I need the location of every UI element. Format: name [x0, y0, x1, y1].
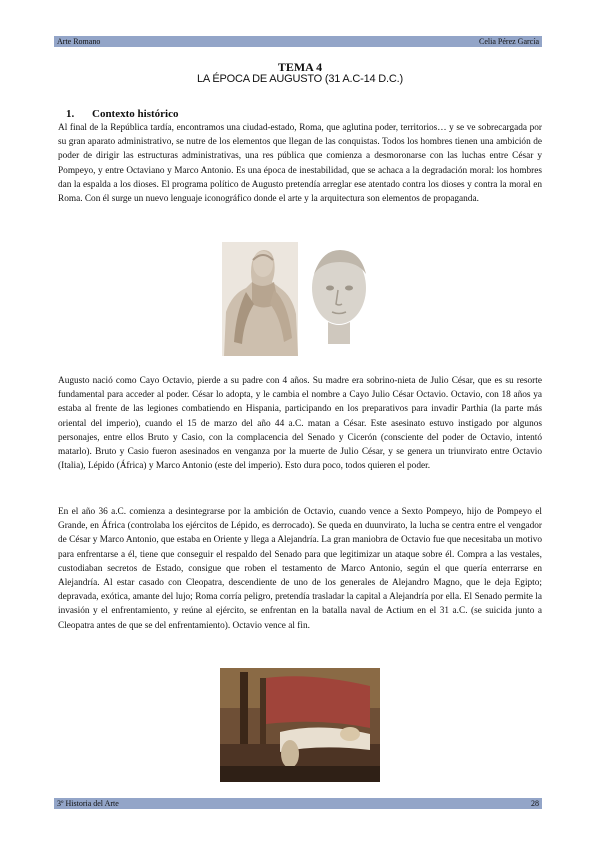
page-subtitle: LA ÉPOCA DE AUGUSTO (31 A.C-14 D.C.) — [197, 73, 403, 85]
paragraph-augustus-origins: Augusto nació como Cayo Octavio, pierde a su padre con 4 años. Su madre era sobrino-nieta de Julio César, que es su resorte fundamental para acceder al poder. César lo adopta, y le cambia el nombre a Cayo Julio César Octavio. Octavio, con 18 años ya estaba al frente de las legiones combatiendo en Hispania, participando en los preparativos para invadir Parthia (la parte más oriental del imperio), cuando el 15 de marzo del año 44 a.C. matan a César. Este asesinato estuvo instigado por algunos personajes, entre ellos Bruto y Casio, con la complacencia del Senado y Cicerón (consciente del poder de Octavio, intentó matarlo). Bruto y Casio fueron asesinados en venganza por la muerte de Julio César, y se genera un triunvirato entre Octavio (Italia), Lépido (África) y Marco Antonio (este del imperio). Esto dura poco, todos quieren el poder. — [58, 376, 542, 472]
footer-course: 3º Historia del Arte — [57, 799, 119, 808]
section-number: 1. — [66, 108, 75, 120]
section-heading — [66, 108, 178, 120]
paragraph-actium: En el año 36 a.C. comienza a desintegrarse por la ambición de Octavio, cuando vence a Sexto Pompeyo, hijo de Pompeyo el Grande, en África (controlaba los ejércitos de Lépido, es derrocado). Se queda en duunvirato, la lucha se centra entre el vengador de César y Marco Antonio, que estaba en Oriente y llega a Alejandría. La gran maniobra de Octavio fue que necesitaba un motivo para enfrentarse a él, tiene que conseguir el respaldo del Senado para que legitimizar un ataque sobre él. Compra a las vestales, custodiaban secretos de Estado, consigue que roben el testamento de Marco Antonio, según el que quería enterrarse en Alejandría. Al estar casado con Cleopatra, descendiente de uno de los generales de Alejandro Magno, que le deja Egipto; depravada, exótica, amante del lujo; Roma corría peligro, pretendía trasladar la capital a Alejandría por ella. El Senado permite la invasión y el enfrentamiento, y reúne al ejército, se enfrentan en la batalla naval de Actium en el 31 a.C. (se suicida junto a Cleopatra antes de que se del enfrentamiento). Octavio vence al fin. — [58, 507, 542, 631]
header-author: Celia Pérez García — [479, 37, 539, 46]
header-course: Arte Romano — [57, 37, 101, 46]
julius-caesar-statue-image — [222, 242, 298, 356]
page-title: TEMA 4 — [277, 60, 323, 74]
augustus-bust-image — [302, 244, 376, 344]
paragraph-context: Al final de la República tardía, encontramos una ciudad-estado, Roma, que aglutina poder, territorios… y se ve sobrecargada por su gran aparato administrativo, se nutre de los elementos que llegan de las conquistas. Todos los hombres tienen una ambición de poder de dirigir las estructuras administrativas, una res pública que comienza a desmoronarse con las luchas entre César y Pompeyo, y entre Octaviano y Marco Antonio. Es una época de inestabilidad, que se achaca a la degradación moral: los hombres dan la espalda a los dioses. El programa político de Augusto pretendía arreglar ese atentado contra los dioses y contra la moral en Roma. Con él surge un nuevo lenguaje iconográfico donde el arte y la arquitectura son elementos de propaganda. — [58, 123, 542, 205]
page-number: 28 — [531, 799, 539, 808]
page-header — [54, 36, 542, 47]
page-footer — [54, 798, 542, 809]
cleopatra-painting-image — [220, 668, 380, 782]
section-label: Contexto histórico — [92, 108, 179, 120]
